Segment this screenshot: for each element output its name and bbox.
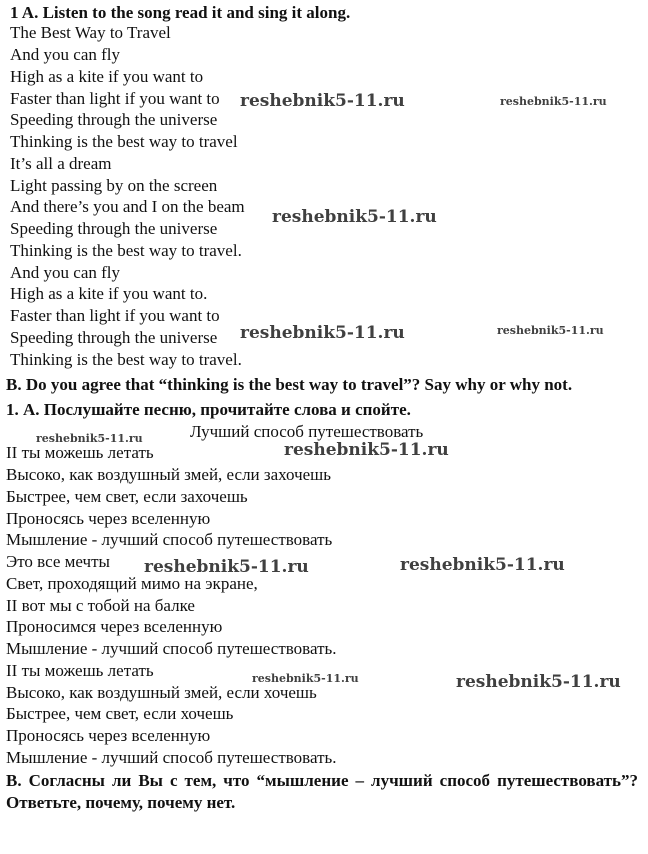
song-line-en: Speeding through the universe — [10, 328, 218, 347]
song-line-en: Faster than light if you want to — [10, 89, 220, 108]
song-line-en: High as a kite if you want to — [10, 67, 204, 86]
song-line-en: And there’s you and I on the beam — [10, 197, 245, 216]
watermark-text: reshebnik5-11.ru — [252, 672, 359, 685]
task-a-heading-en: 1 A. Listen to the song read it and sing it along. — [10, 3, 351, 22]
watermark-text: reshebnik5-11.ru — [240, 323, 405, 343]
task-a-heading-ru: 1. А. Послушайте песню, прочитайте слова и спойте. — [6, 400, 411, 419]
song-line-ru: Проносясь через вселенную — [6, 509, 211, 528]
song-line-ru: Проносясь через вселенную — [6, 726, 211, 745]
song-line-en: And you can fly — [10, 45, 121, 64]
task-b-heading-en: B. Do you agree that “thinking is the best way to travel”? Say why or why not. — [6, 375, 573, 394]
song-line-en: Light passing by on the screen — [10, 176, 218, 195]
song-line-ru: Высоко, как воздушный змей, если захочешь — [6, 465, 332, 484]
song-line-ru: Свет, проходящий мимо на экране, — [6, 574, 258, 593]
watermark-text: reshebnik5-11.ru — [240, 91, 405, 111]
watermark-text: reshebnik5-11.ru — [400, 555, 565, 575]
song-line-ru: Мышление - лучший способ путешествовать — [6, 530, 333, 549]
song-line-en: Thinking is the best way to travel. — [10, 241, 242, 260]
song-line-en: High as a kite if you want to. — [10, 284, 208, 303]
song-line-ru: Проносимся через вселенную — [6, 617, 223, 636]
song-line-ru: Мышление - лучший способ путешествовать. — [6, 748, 337, 767]
watermark-text: reshebnik5-11.ru — [272, 207, 437, 227]
song-line-ru: Высоко, как воздушный змей, если хочешь — [6, 683, 317, 702]
song-title-en: The Best Way to Travel — [10, 23, 171, 42]
watermark-text: reshebnik5-11.ru — [36, 432, 143, 445]
watermark-text: reshebnik5-11.ru — [500, 95, 607, 108]
song-line-en: It’s all a dream — [10, 154, 112, 173]
song-line-ru: II ты можешь летать — [6, 661, 154, 680]
song-line-ru: II вот мы с тобой на балке — [6, 596, 195, 615]
watermark-text: reshebnik5-11.ru — [497, 324, 604, 337]
song-line-en: Thinking is the best way to travel. — [10, 350, 242, 369]
song-line-en: Speeding through the universe — [10, 219, 218, 238]
song-title-ru: Лучший способ путешествовать — [190, 422, 424, 441]
watermark-text: reshebnik5-11.ru — [144, 557, 309, 577]
song-line-ru: Быстрее, чем свет, если хочешь — [6, 704, 234, 723]
watermark-text: reshebnik5-11.ru — [456, 672, 621, 692]
song-line-ru: Это все мечты — [6, 552, 110, 571]
song-line-en: Thinking is the best way to travel — [10, 132, 238, 151]
song-line-ru: II ты можешь летать — [6, 443, 154, 462]
song-line-ru: Мышление - лучший способ путешествовать. — [6, 639, 337, 658]
watermark-text: reshebnik5-11.ru — [284, 440, 449, 460]
song-line-en: Speeding through the universe — [10, 110, 218, 129]
song-line-en: Faster than light if you want to — [10, 306, 220, 325]
task-b-heading-ru: В. Согласны ли Вы с тем, что “мышление – лучший способ путешествовать”? Ответьте, почему, почему нет. — [6, 771, 638, 812]
song-line-en: And you can fly — [10, 263, 121, 282]
song-line-ru: Быстрее, чем свет, если захочешь — [6, 487, 248, 506]
